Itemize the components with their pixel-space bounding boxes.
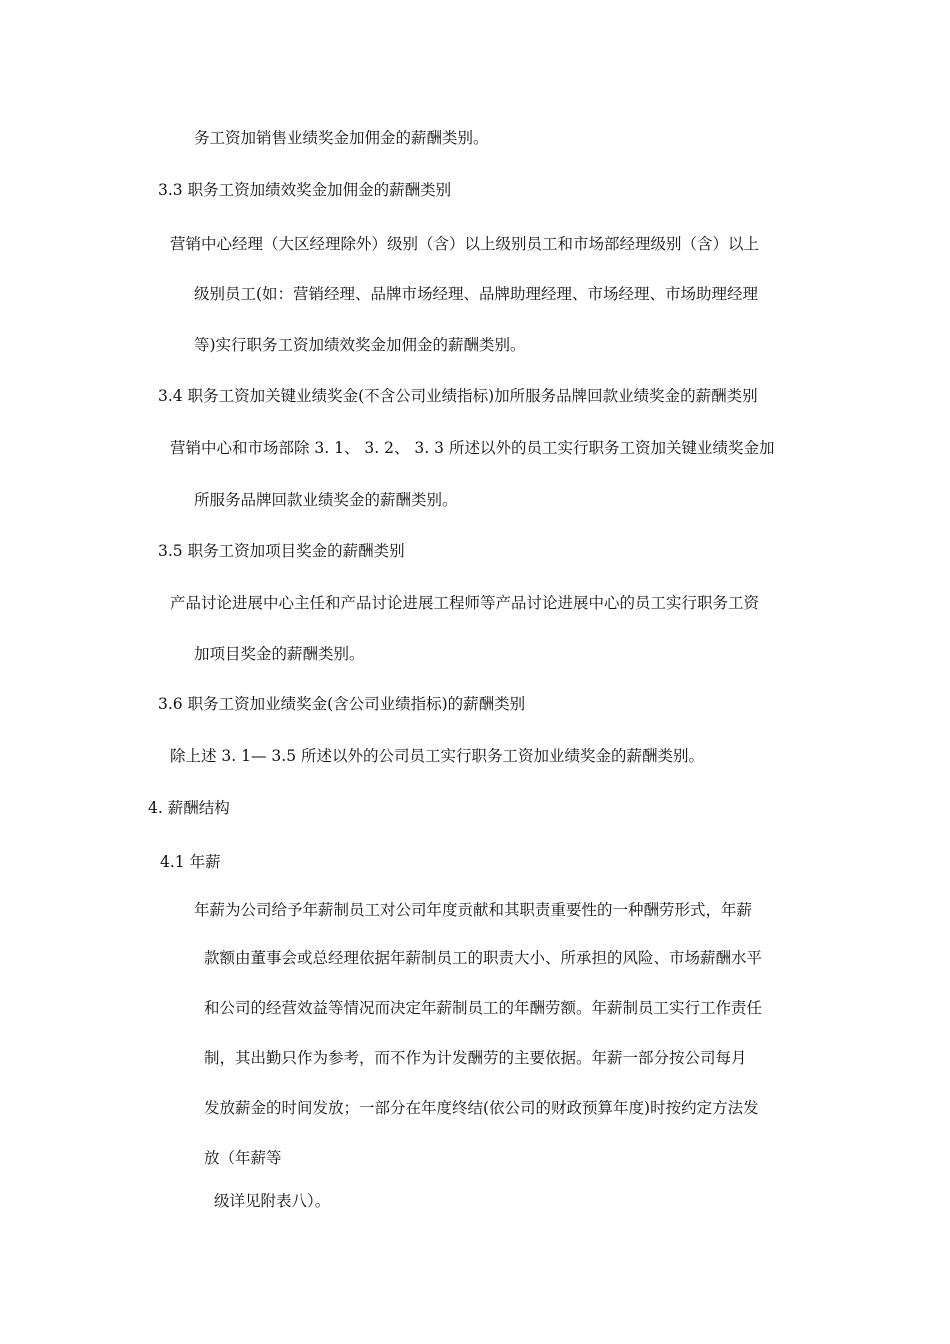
heading-4-1: 4.1 年薪: [160, 853, 221, 871]
paragraph-4-1-line-2: 款额由董事会或总经理依据年薪制员工的职责大小、所承担的风险、市场薪酬水平: [204, 949, 763, 967]
heading-3-3: 3.3 职务工资加绩效奖金加佣金的薪酬类别: [158, 181, 452, 199]
heading-3-6: 3.6 职务工资加业绩奖金(含公司业绩指标)的薪酬类别: [158, 695, 526, 713]
heading-3-4: 3.4 职务工资加关键业绩奖金(不含公司业绩指标)加所服务品牌回款业绩奖金的薪酬类别: [158, 387, 758, 405]
paragraph-4-1-line-4: 制，其出勤只作为参考，而不作为计发酬劳的主要依据。年薪一部分按公司每月: [204, 1049, 747, 1067]
paragraph-3-2-continuation: 务工资加销售业绩奖金加佣金的薪酬类别。: [194, 129, 489, 147]
paragraph-3-5-line-1: 产品讨论进展中心主任和产品讨论进展工程师等产品讨论进展中心的员工实行职务工资: [170, 594, 760, 612]
paragraph-3-3-line-1: 营销中心经理（大区经理除外）级别（含）以上级别员工和市场部经理级别（含）以上: [170, 235, 760, 253]
paragraph-4-1-line-3: 和公司的经营效益等情况而决定年薪制员工的年酬劳额。年薪制员工实行工作责任: [204, 999, 763, 1017]
paragraph-4-1-line-1: 年薪为公司给予年薪制员工对公司年度贡献和其职责重要性的一种酬劳形式，年薪: [194, 901, 753, 919]
paragraph-4-1-line-6: 放（年薪等: [204, 1149, 282, 1167]
heading-4: 4. 薪酬结构: [148, 799, 230, 817]
paragraph-4-1-line-5: 发放薪金的时间发放；一部分在年度终结(依公司的财政预算年度)时按约定方法发: [204, 1099, 759, 1117]
paragraph-3-6: 除上述 3. 1— 3.5 所述以外的公司员工实行职务工资加业绩奖金的薪酬类别。: [170, 747, 705, 765]
paragraph-3-4-line-2: 所服务品牌回款业绩奖金的薪酬类别。: [194, 491, 458, 509]
paragraph-3-3-line-3: 等)实行职务工资加绩效奖金加佣金的薪酬类别。: [194, 336, 526, 354]
paragraph-3-3-line-2: 级别员工(如：营销经理、品牌市场经理、品牌助理经理、市场经理、市场助理经理: [194, 285, 759, 303]
paragraph-4-1-line-7: 级详见附表八）。: [214, 1192, 331, 1210]
paragraph-3-4-line-1: 营销中心和市场部除 3. 1、 3. 2、 3. 3 所述以外的员工实行职务工资加关键业绩奖金加: [170, 439, 775, 457]
paragraph-3-5-line-2: 加项目奖金的薪酬类别。: [194, 645, 365, 663]
heading-3-5: 3.5 职务工资加项目奖金的薪酬类别: [158, 542, 405, 560]
